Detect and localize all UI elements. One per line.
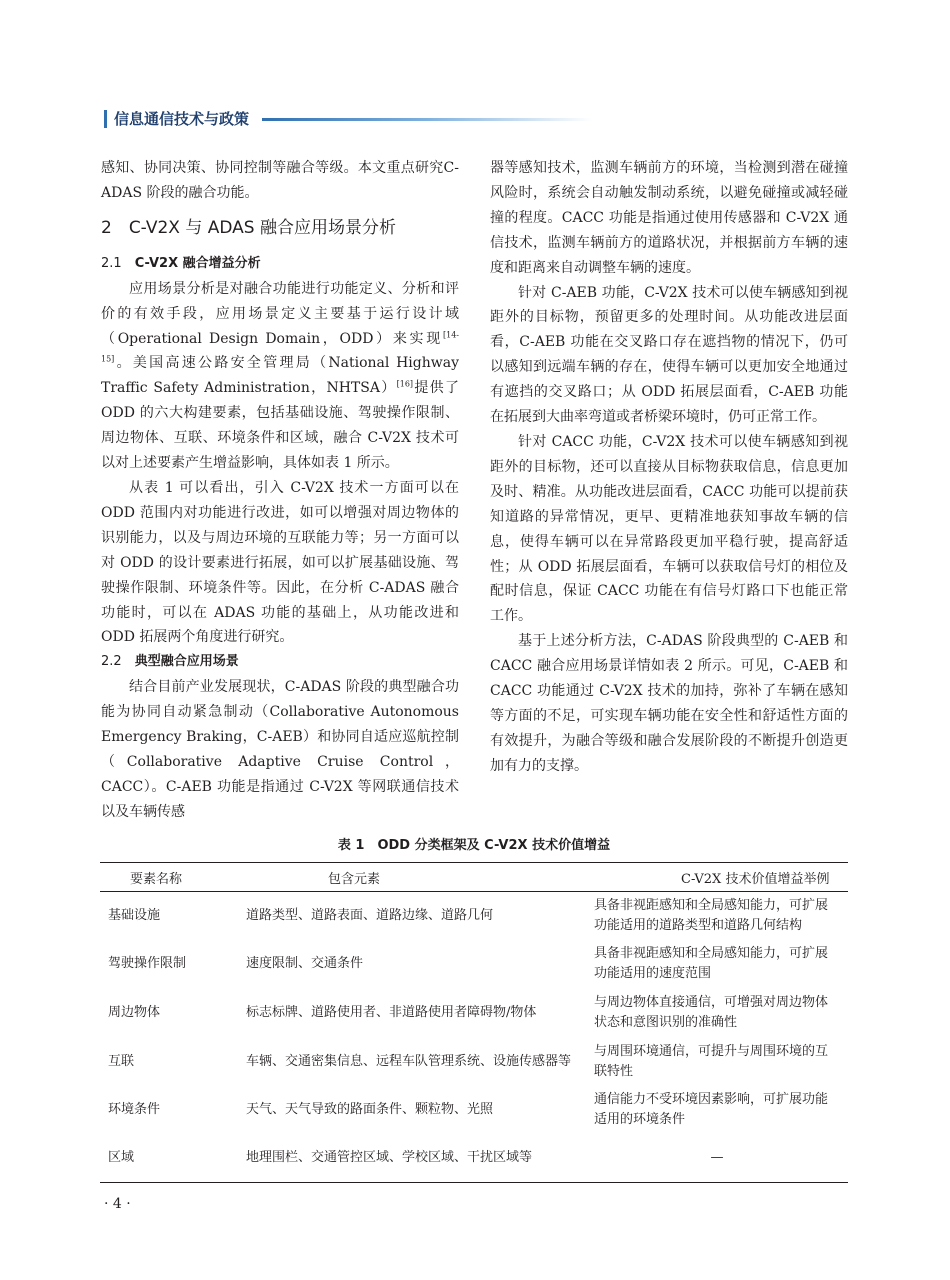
subsection-title: C-V2X 融合增益分析 [134,255,261,271]
section-heading: 2 C-V2X 与 ADAS 融合应用场景分析 [101,217,396,238]
table-cell: 互联 [108,1054,135,1069]
table-cell: 区域 [108,1150,135,1165]
paragraph: 从表 1 可以看出，引入 C-V2X 技术一方面可以在 ODD 范围内对功能进行改进，如可以增强对周边物体的识别能力，以及与周边环境的互联能力等；另一方面可以对 ODD 的设计要素进行拓展，如可以扩展基础设施、驾驶操作限制、环境条件等。因此，在分析 C-ADAS 融合功能时，可以在 ADAS 功能的基础上，从功能改进和 ODD 拓展两个角度进行研究。 [101,479,459,646]
table-cell: 驾驶操作限制 [108,956,187,971]
table-cell: 道路类型、道路表面、道路边缘、道路几何 [246,908,494,923]
table-row [100,940,848,988]
page-number: · 4 · [104,1196,131,1212]
header-rule [262,118,592,121]
right-column [490,156,848,779]
citation: [16] [396,379,414,389]
column-header: 包含元素 [238,863,586,892]
paragraph: 基于上述分析方法，C-ADAS 阶段典型的 C-AEB 和 CACC 融合应用场景详情如表 2 所示。可见，C-AEB 和 CACC 功能通过 C-V2X 技术的加持，弥补了车辆在感知等方面的不足，可实现车辆功能在安全性和舒适性方面的有效提升，为融合等级和融合发展阶段的不断提升创造更加有力的支撑。 [490,633,848,774]
table-cell: 基础设施 [108,908,161,923]
column-header: 要素名称 [100,863,238,892]
odd-table [100,862,848,1183]
left-column [101,156,459,825]
table-cell: 具备非视距感知和全局感知能力，可扩展功能适用的速度范围 [594,946,829,981]
subsection-heading [101,252,459,277]
subsection-number: 2.1 [101,255,135,271]
subsection-title: 典型融合应用场景 [134,654,239,670]
table-cell: 通信能力不受环境因素影响，可扩展功能适用的环境条件 [594,1092,829,1127]
table-cell: — [710,1150,724,1165]
header-accent-bar [104,110,107,128]
text-run: 应用场景分析是对融合功能进行功能定义、分析和评价的有效手段，应用场景定义主要基于运行设计域（Operational Design Domain，ODD）来实现 [101,280,459,347]
column-header: C-V2X 技术价值增益举例 [586,863,848,892]
paragraph: 器等感知技术，监测车辆前方的环境，当检测到潜在碰撞风险时，系统会自动触发制动系统，以避免碰撞或减轻碰撞的程度。CACC 功能是指通过使用传感器和 C-V2X 通信技术，监测车辆前方的道路状况，并根据前方车辆的速度和距离来自动调整车辆的速度。 [490,160,848,276]
text-run: 。美国高速公路安全管理局（National Highway Traffic Safety Administration，NHTSA） [101,355,459,397]
table-cell: 周边物体 [108,1005,161,1020]
table-cell: 与周围环境通信，可提升与周围环境的互联特性 [594,1044,829,1079]
table-row [100,1134,848,1183]
table-row [100,1086,848,1134]
table-cell: 标志标牌、道路使用者、非道路使用者障碍物/物体 [246,1005,537,1020]
paragraph: 感知、协同决策、协同控制等融合等级。本文重点研究C-ADAS 阶段的融合功能。 [101,160,459,201]
table-cell: 具备非视距感知和全局感知能力，可扩展功能适用的道路类型和道路几何结构 [594,898,829,933]
table-row [100,988,848,1038]
table-cell: 地理围栏、交通管控区域、学校区域、干扰区域等 [246,1150,533,1165]
paragraph [101,277,459,476]
table-cell: 速度限制、交通条件 [246,956,364,971]
table-header-row [100,863,848,892]
table-row [100,1038,848,1086]
journal-title: 信息通信技术与政策 [114,110,250,128]
table-caption: 表 1 ODD 分类框架及 C-V2X 技术价值增益 [337,838,611,853]
table-cell: 环境条件 [108,1102,161,1117]
paragraph: 结合目前产业发展现状，C-ADAS 阶段的典型融合功能为协同自动紧急制动（Collaborative Autonomous Emergency Braking，C-AEB）和协同自适应巡航控制（Collaborative Adaptive Cruise Control，CACC）。C-AEB 功能是指通过 C-V2X 等网联通信技术以及车辆传感 [101,679,459,820]
paragraph: 针对 CACC 功能，C-V2X 技术可以使车辆感知到视距外的目标物，还可以直接从目标物获取信息，信息更加及时、精准。从功能改进层面看，CACC 功能可以提前获知道路的异常情况，更早、更精准地获知事故车辆的信息，使得车辆可以在异常路段更加平稳行驶，提高舒适性；从 ODD 拓展层面看，车辆可以获取信号灯的相位及配时信息，保证 CACC 功能在有信号灯路口下也能正常工作。 [490,433,848,625]
table-cell: 与周边物体直接通信，可增强对周边物体状态和意图识别的准确性 [594,995,829,1030]
table-row [100,892,848,941]
table-cell: 天气、天气导致的路面条件、颗粒物、光照 [246,1102,494,1117]
running-header [104,108,852,130]
table-cell: 车辆、交通密集信息、远程车队管理系统、设施传感器等 [246,1054,572,1069]
subsection-heading [101,650,459,675]
text-run: 提供了 ODD 的六大构建要素，包括基础设施、驾驶操作限制、周边物体、互联、环境条件和区域，融合 C-V2X 技术可以对上述要素产生增益影响，具体如表 1 所示。 [101,380,460,472]
citation: [14-15] [101,329,459,364]
paragraph: 针对 C-AEB 功能，C-V2X 技术可以使车辆感知到视距外的目标物，预留更多的处理时间。从功能改进层面看，C-AEB 功能在交叉路口存在遮挡物的情况下，仍可以感知到远端车辆的存在，使得车辆可以更加安全地通过有遮挡的交叉路口；从 ODD 拓展层面看，C-AEB 功能在拓展到大曲率弯道或者桥梁环境时，仍可正常工作。 [490,284,848,426]
subsection-number: 2.2 [101,654,135,670]
